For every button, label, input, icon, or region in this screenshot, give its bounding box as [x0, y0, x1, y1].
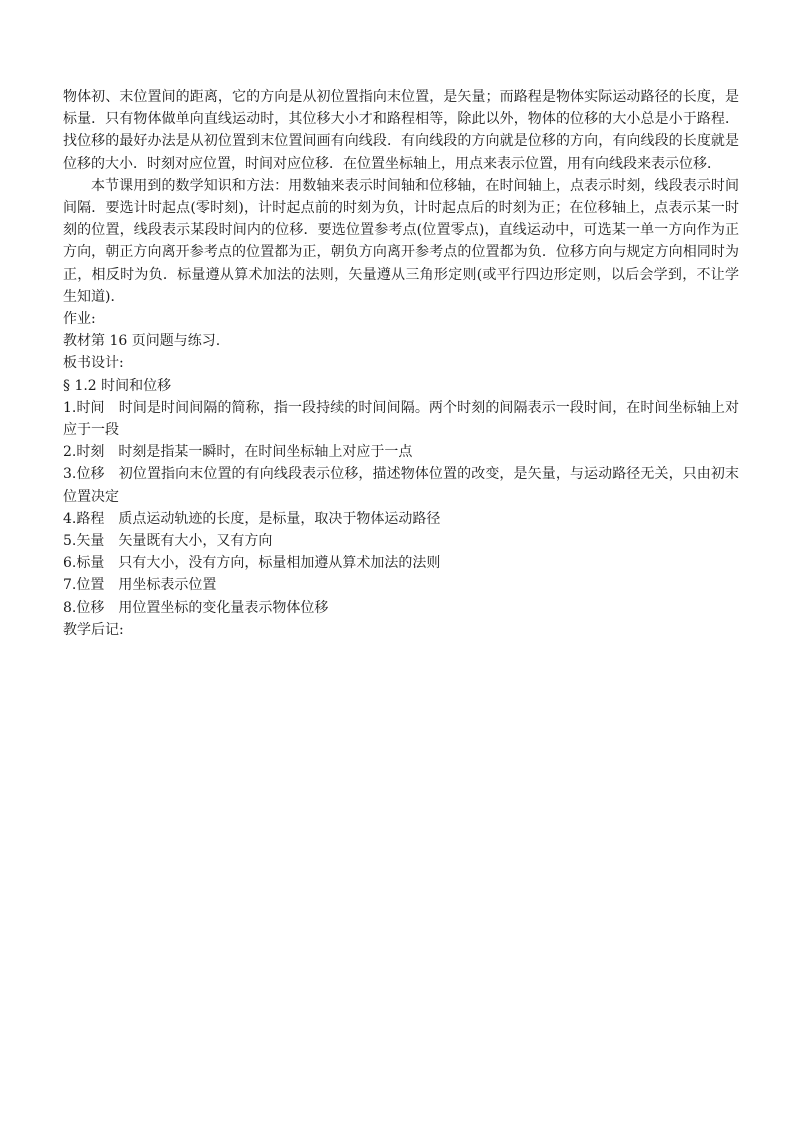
paragraph-math-methods: 本节课用到的数学知识和方法：用数轴来表示时间轴和位移轴，在时间轴上，点表示时刻，线段表示时间间隔．要选计时起点(零时刻)，计时起点前的时刻为负，计时起点后的时刻为正；在位移轴上，点表示某一时刻的位置，线段表示某段时间内的位移．要选位置参考点(位置零点)，直线运动中，可选某一单一方向作为正方向，朝正方向离开参考点的位置都为正，朝负方向离开参考点的位置都为负．位移方向与规定方向相同时为正，相反时为负．标量遵从算术加法的法则，矢量遵从三角形定则(或平行四边形定则，以后会学到，不让学生知道)． [63, 177, 739, 305]
board-item-description: 初位置指向末位置的有向线段表示位移，描述物体位置的改变，是矢量，与运动路径无关，只由初末位置决定 [63, 466, 739, 505]
board-item-term: 矢量 [76, 533, 105, 550]
board-item-description: 质点运动轨迹的长度，是标量，取决于物体运动路径 [118, 510, 441, 527]
board-item-time [63, 397, 739, 441]
board-design-title: § 1.2 时间和位移 [63, 377, 172, 394]
board-item-term: 标量 [76, 555, 105, 572]
board-item-description: 用坐标表示位置 [118, 577, 217, 594]
board-item-description: 只有大小，没有方向，标量相加遵从算术加法的法则 [118, 555, 441, 572]
board-item-number: 8. [63, 599, 77, 616]
board-item-term: 路程 [76, 510, 105, 527]
document-page [63, 86, 739, 641]
board-item-description: 矢量既有大小，又有方向 [118, 533, 273, 550]
board-item-term: 位移 [76, 599, 105, 616]
board-item-moment [63, 441, 739, 463]
board-item-number: 1. [63, 399, 77, 416]
board-item-displacement [63, 463, 739, 507]
board-item-number: 4. [63, 510, 77, 527]
board-item-scalar [63, 552, 739, 574]
board-item-term: 位置 [76, 577, 105, 594]
board-item-term: 位移 [76, 466, 105, 483]
paragraph-displacement-vs-distance: 物体初、末位置间的距离，它的方向是从初位置指向末位置，是矢量；而路程是物体实际运动路径的长度，是标量．只有物体做单向直线运动时，其位移大小才和路程相等，除此以外，物体的位移的大小总是小于路程．找位移的最好办法是从初位置到末位置间画有向线段．有向线段的方向就是位移的方向，有向线段的长度就是位移的大小．时刻对应位置，时间对应位移．在位置坐标轴上，用点来表示位置，用有向线段来表示位移． [63, 89, 739, 172]
board-item-number: 5. [63, 533, 77, 550]
board-design-label: 板书设计: [63, 355, 124, 372]
afterword-label: 教学后记: [63, 621, 124, 638]
board-item-term: 时刻 [76, 444, 105, 461]
board-item-number: 7. [63, 577, 77, 594]
board-item-vector [63, 530, 739, 552]
board-item-displacement-coordinate [63, 597, 739, 619]
board-item-description: 用位置坐标的变化量表示物体位移 [118, 599, 329, 616]
homework-label: 作业: [63, 311, 96, 328]
board-item-description: 时间是时间间隔的简称，指一段持续的时间间隔。两个时刻的间隔表示一段时间，在时间坐标轴上对应于一段 [63, 399, 739, 439]
board-item-description: 时刻是指某一瞬时，在时间坐标轴上对应于一点 [118, 444, 413, 461]
board-item-number: 2. [63, 444, 77, 461]
board-item-number: 3. [63, 466, 77, 483]
board-item-distance [63, 508, 739, 530]
board-item-term: 时间 [76, 399, 105, 416]
board-item-position [63, 574, 739, 596]
homework-text: 教材第 16 页问题与练习. [63, 333, 221, 350]
board-item-number: 6. [63, 555, 77, 572]
